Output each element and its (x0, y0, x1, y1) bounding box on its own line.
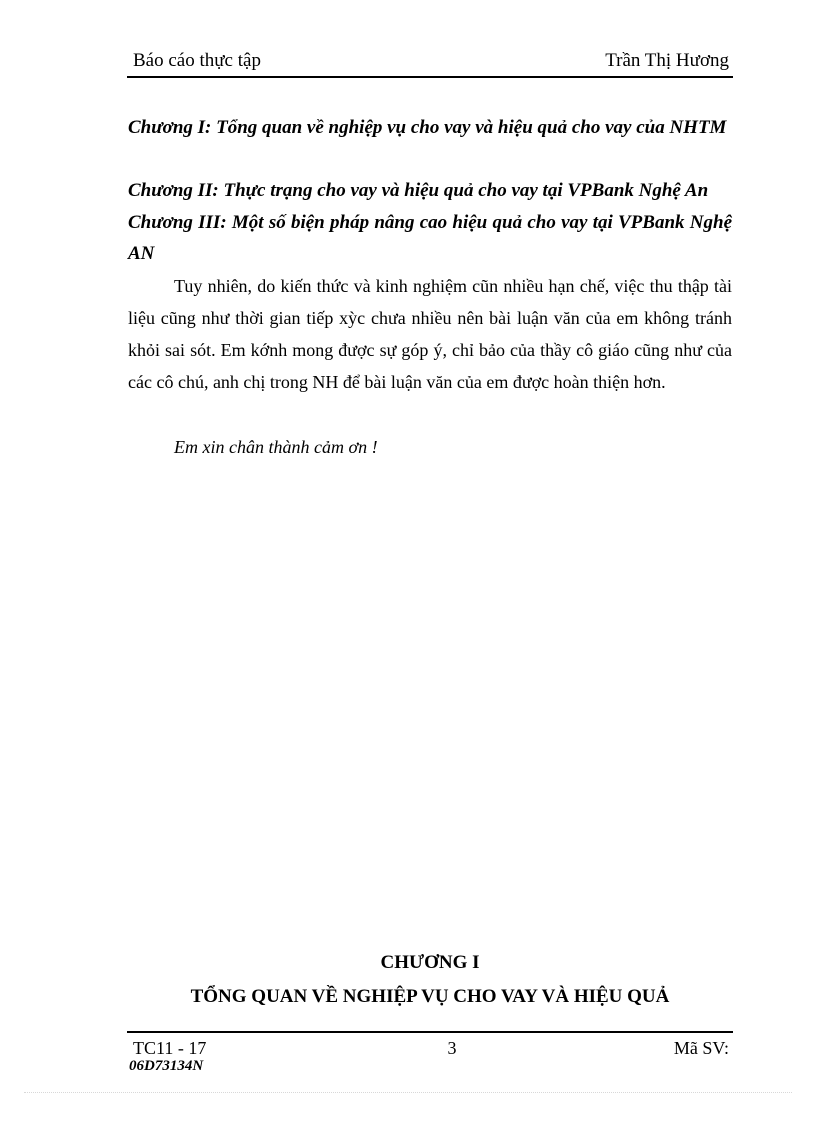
footer-class-code: TC11 - 17 (133, 1038, 207, 1058)
chapter-2-summary: Chương II: Thực trạng cho vay và hiệu quả cho vay tại VPBank Nghệ An (128, 180, 709, 201)
chapter-heading: CHƯƠNG I (380, 952, 480, 973)
footer-student-id: 06D73134N (129, 1058, 204, 1074)
header-report-title: Báo cáo thực tập (133, 50, 261, 71)
page-edge-divider (24, 1092, 792, 1093)
footer-student-label: Mã SV: (673, 1038, 729, 1058)
header-author: Trần Thị Hương (605, 50, 729, 71)
chapter-subheading: TỔNG QUAN VỀ NGHIỆP VỤ CHO VAY VÀ HIỆU QUẢ (190, 986, 670, 1007)
page-number: 3 (447, 1038, 457, 1058)
thanks-line: Em xin chân thành cảm ơn ! (174, 437, 378, 457)
chapter-3-summary: Chương III: Một số biện pháp nâng cao hiệu quả cho vay tại VPBank Nghệ AN (128, 212, 732, 264)
page-footer (127, 1031, 733, 1074)
chapter-1-summary: Chương I: Tổng quan về nghiệp vụ cho vay và hiệu quả cho vay của NHTM (128, 117, 727, 138)
page-header (127, 46, 733, 78)
body-paragraph: Tuy nhiên, do kiến thức và kinh nghiệm cũn nhiều hạn chế, việc thu thập tài liệu cũng như thời gian tiếp xỳc chưa nhiều nên bài luận văn của em không tránh khỏi sai sót. Em kớnh mong được sự góp ý, chỉ bảo của thầy cô giáo cũng như của các cô chú, anh chị trong NH để bài luận văn của em được hoàn thiện hơn. (128, 276, 732, 392)
